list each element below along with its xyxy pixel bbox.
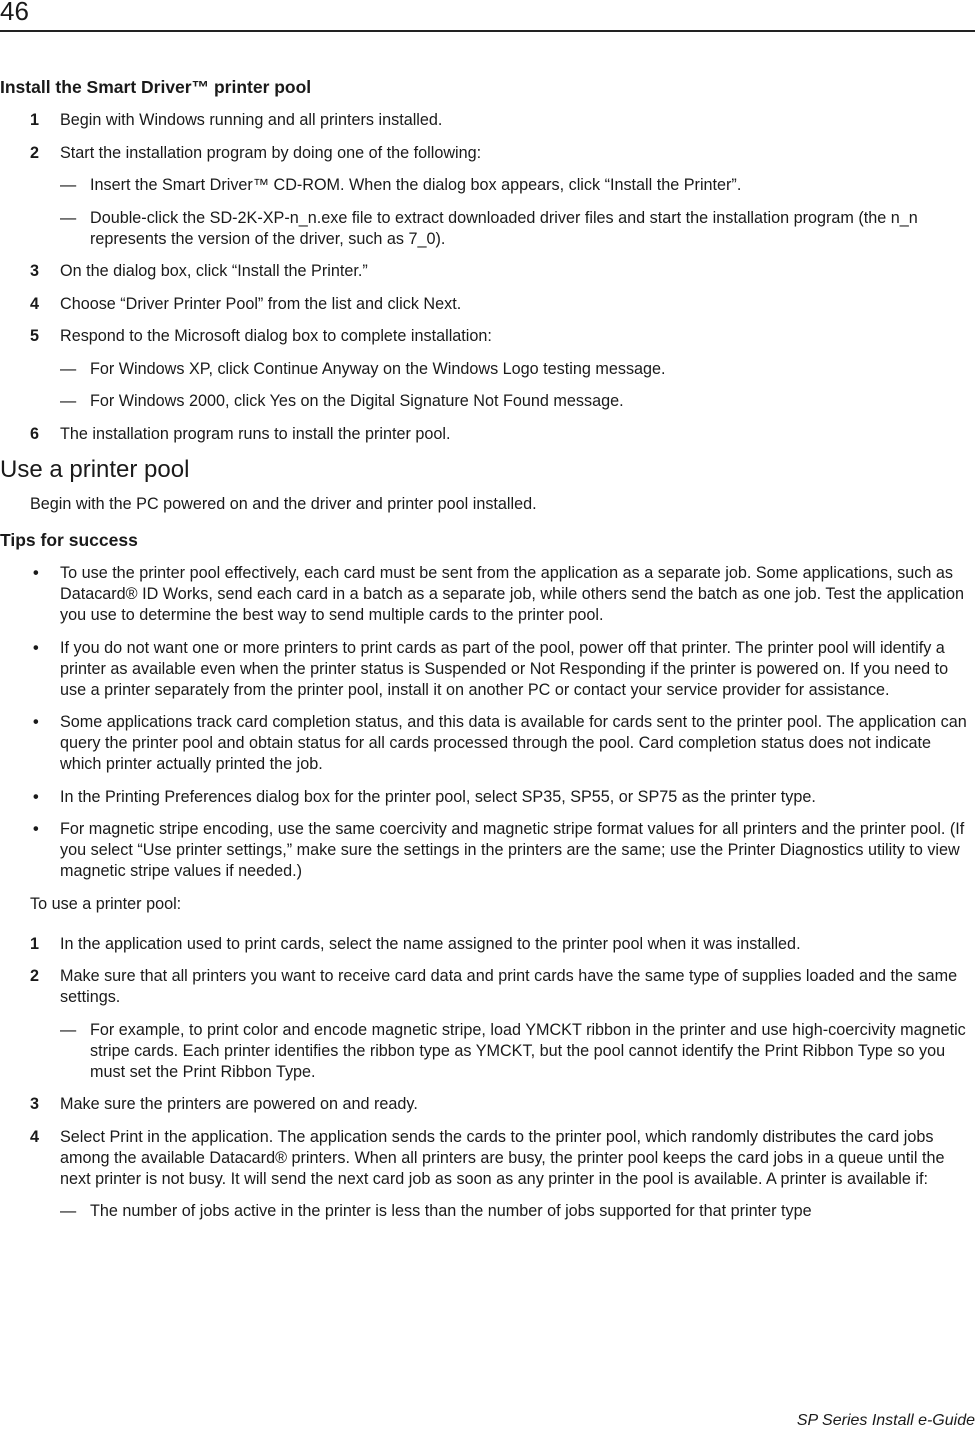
step-number: 2 bbox=[30, 143, 40, 162]
header-rule bbox=[0, 30, 975, 32]
dash-marker: — bbox=[60, 176, 77, 194]
step-number: 1 bbox=[30, 111, 40, 129]
to-use-intro: To use a printer pool: bbox=[30, 894, 182, 913]
install-step-5-option-2 bbox=[0, 391, 972, 412]
install-step-2-option-1 bbox=[0, 175, 972, 196]
step-text: Select Print in the application. The application sends the cards to the printer pool, which randomly distributes the card jobs among the available Datacard® printers. When all printers are busy, the printer pool keeps the card jobs in a queue until the next printer is not busy. It will send the next card job as soon as any printer in the pool is available. A printer is available if: bbox=[60, 1127, 945, 1188]
tips-heading: Tips for success bbox=[0, 530, 138, 550]
step-text: Choose “Driver Printer Pool” from the list and click Next. bbox=[60, 294, 462, 313]
install-step-1 bbox=[0, 110, 972, 131]
bullet-marker: • bbox=[33, 820, 39, 838]
step-text: Start the installation program by doing one of the following: bbox=[60, 143, 482, 162]
use-step-1 bbox=[0, 934, 972, 955]
bullet-marker: • bbox=[33, 713, 39, 731]
page-number: 46 bbox=[0, 0, 29, 26]
footer-title: SP Series Install e-Guide bbox=[796, 1412, 975, 1429]
tip-item bbox=[0, 638, 972, 701]
step-text: Make sure the printers are powered on and ready. bbox=[60, 1095, 418, 1113]
tip-item bbox=[0, 787, 972, 808]
use-pool-intro: Begin with the PC powered on and the driver and printer pool installed. bbox=[30, 495, 537, 513]
step-text: The installation program runs to install the printer pool. bbox=[60, 424, 451, 443]
tip-text: For magnetic stripe encoding, use the same coercivity and magnetic stripe format values for all printers and the printer pool. (If you select “Use printer settings,” make sure the settings in the printers are the same; use the Printer Diagnostics utility to view magnetic stripe values if needed.) bbox=[60, 820, 965, 880]
install-step-2-option-2 bbox=[0, 208, 972, 250]
dash-marker: — bbox=[60, 359, 77, 378]
install-step-5-option-1 bbox=[0, 359, 972, 380]
tip-text: If you do not want one or more printers to print cards as part of the pool, power off that printer. The printer pool will identify a printer as available even when the printer status is Suspended or Not Responding if the printer is powered on. If you need to use a printer separately from the printer pool, install it on another PC or contact your service provider for assistance. bbox=[60, 638, 949, 699]
use-pool-heading: Use a printer pool bbox=[0, 456, 190, 483]
step-number: 6 bbox=[30, 424, 40, 443]
step-text: Respond to the Microsoft dialog box to complete installation: bbox=[60, 327, 492, 345]
step-text: Make sure that all printers you want to receive card data and print cards have the same type of supplies loaded and the same settings. bbox=[60, 967, 958, 1006]
step-number: 2 bbox=[30, 967, 40, 985]
dash-marker: — bbox=[60, 208, 77, 227]
step-number: 4 bbox=[30, 1127, 40, 1146]
tip-text: Some applications track card completion status, and this data is available for cards sent to the printer pool. The application can query the printer pool and obtain status for all cards processed through the pool. Card completion status does not indicate which printer actually printed the job. bbox=[60, 713, 967, 773]
sub-text: Double-click the SD-2K-XP-n_n.exe file to extract downloaded driver files and start the installation program (the n_n represents the version of the driver, such as 7_0). bbox=[90, 208, 918, 248]
sub-text: Insert the Smart Driver™ CD-ROM. When the dialog box appears, click “Install the Printer”. bbox=[90, 176, 742, 194]
install-step-5 bbox=[0, 326, 972, 347]
sub-text: For Windows XP, click Continue Anyway on the Windows Logo testing message. bbox=[90, 359, 666, 378]
dash-marker: — bbox=[60, 392, 77, 410]
use-step-2 bbox=[0, 966, 972, 1008]
bullet-marker: • bbox=[33, 787, 39, 806]
step-text: In the application used to print cards, select the name assigned to the printer pool when it was installed. bbox=[60, 934, 801, 953]
step-number: 3 bbox=[30, 1095, 40, 1113]
sub-text: The number of jobs active in the printer is less than the number of jobs supported for that printer type bbox=[90, 1202, 812, 1220]
step-number: 5 bbox=[30, 327, 40, 345]
install-step-2 bbox=[0, 143, 972, 164]
sub-text: For example, to print color and encode magnetic stripe, load YMCKT ribbon in the printer and use high-coercivity magnetic stripe cards. Each printer identifies the ribbon type as YMCKT, but the pool cannot identify the Print Ribbon Type so you must set the Print Ribbon Type. bbox=[90, 1020, 966, 1081]
page-content bbox=[0, 76, 972, 1234]
step-number: 4 bbox=[30, 294, 40, 313]
tip-item bbox=[0, 819, 972, 882]
dash-marker: — bbox=[60, 1020, 77, 1039]
bullet-marker: • bbox=[33, 638, 39, 657]
install-step-3 bbox=[0, 261, 972, 282]
sub-text: For Windows 2000, click Yes on the Digital Signature Not Found message. bbox=[90, 392, 624, 410]
step-text: Begin with Windows running and all printers installed. bbox=[60, 111, 443, 129]
use-step-2-example bbox=[0, 1020, 972, 1083]
use-step-3 bbox=[0, 1094, 972, 1115]
use-step-4 bbox=[0, 1127, 972, 1190]
tip-item bbox=[0, 563, 972, 626]
tip-text: To use the printer pool effectively, each card must be sent from the application as a separate job. Some applications, such as Datacard® ID Works, send each card in a batch as a separate job, while others send the batch as one job. Test the application you use to determine the best way to send multiple cards to the printer pool. bbox=[60, 564, 964, 624]
step-text: On the dialog box, click “Install the Printer.” bbox=[60, 262, 368, 280]
bullet-marker: • bbox=[33, 564, 39, 582]
tip-text: In the Printing Preferences dialog box for the printer pool, select SP35, SP55, or SP75 as the printer type. bbox=[60, 787, 816, 806]
dash-marker: — bbox=[60, 1202, 77, 1220]
install-pool-heading: Install the Smart Driver™ printer pool bbox=[0, 77, 312, 97]
install-step-4 bbox=[0, 294, 972, 315]
install-step-6 bbox=[0, 424, 972, 445]
tip-item bbox=[0, 712, 972, 775]
step-number: 1 bbox=[30, 934, 40, 953]
step-number: 3 bbox=[30, 262, 40, 280]
use-step-4-condition bbox=[0, 1201, 972, 1222]
